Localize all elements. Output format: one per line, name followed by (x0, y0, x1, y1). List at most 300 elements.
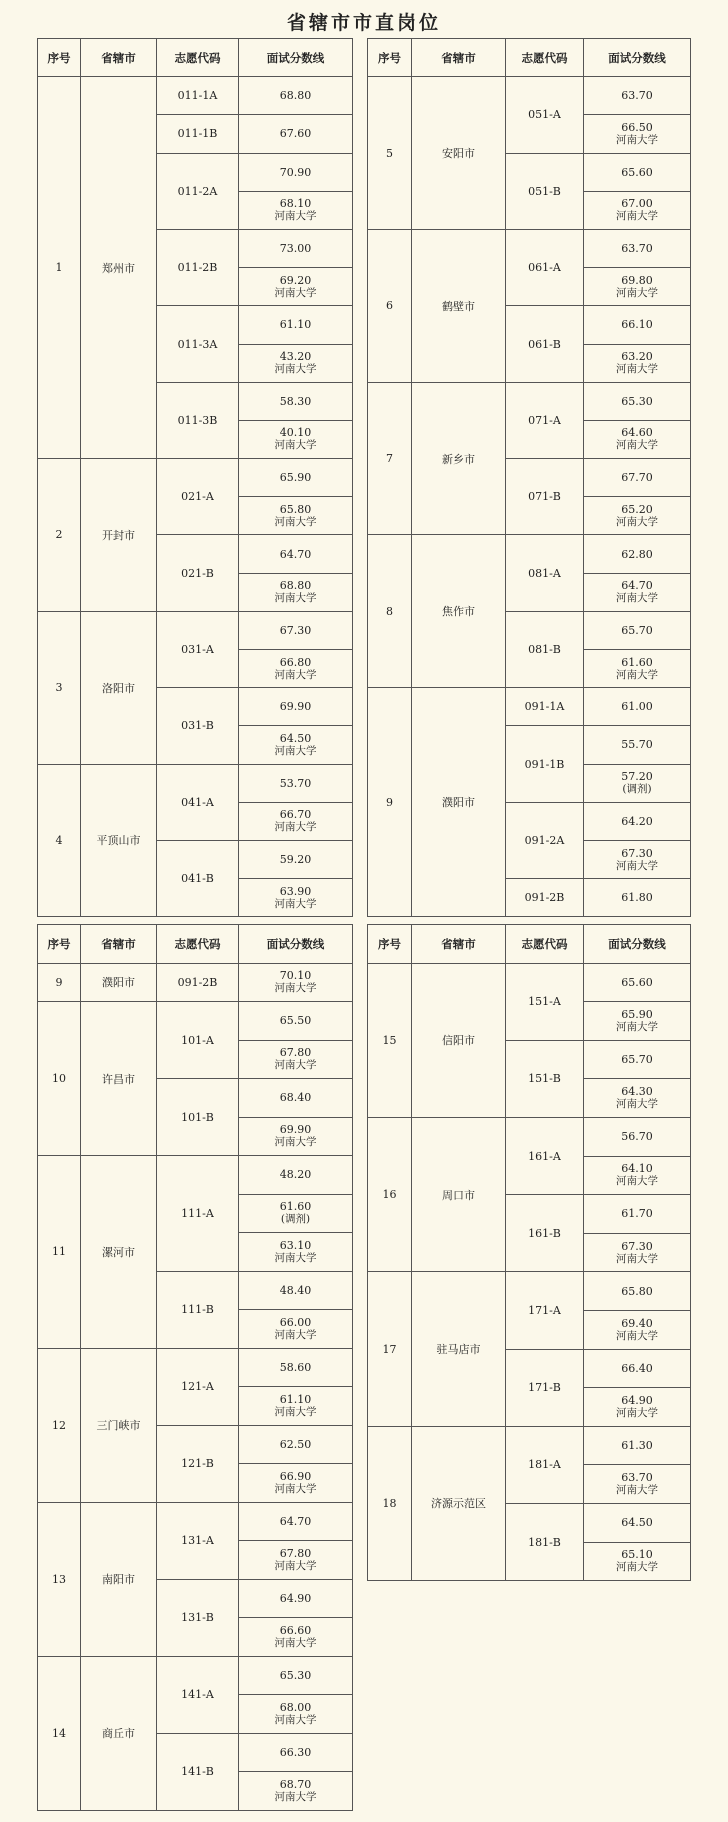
interview-score (584, 268, 691, 306)
score-value: 66.90 (279, 1469, 312, 1483)
volunteer-code: 141-B (157, 1733, 239, 1810)
city-name: 三门峡市 (81, 1348, 157, 1502)
table-row (38, 1502, 353, 1541)
interview-score (239, 1117, 353, 1156)
city-name: 焦作市 (412, 535, 506, 688)
interview-score (239, 1079, 353, 1118)
city-name: 濮阳市 (412, 688, 506, 917)
score-note: 河南大学 (274, 1790, 317, 1803)
volunteer-code: 031-A (157, 611, 239, 687)
score-value: 53.70 (279, 776, 312, 790)
score-value: 66.40 (621, 1361, 653, 1375)
row-number: 10 (38, 1002, 81, 1156)
interview-score (584, 1310, 691, 1349)
score-value: 58.30 (279, 394, 312, 408)
score-value: 66.30 (279, 1745, 312, 1759)
table-row (38, 1656, 353, 1695)
score-value: 62.50 (279, 1437, 312, 1451)
volunteer-code: 051-B (506, 153, 584, 229)
volunteer-code: 011-1B (157, 115, 239, 153)
table-row (38, 611, 353, 649)
interview-score (584, 764, 691, 802)
header-city: 省辖市 (81, 925, 157, 964)
interview-score (584, 306, 691, 344)
interview-score (239, 573, 353, 611)
score-value: 67.30 (621, 1239, 653, 1253)
volunteer-code: 171-A (506, 1272, 584, 1349)
score-value: 40.10 (279, 426, 312, 440)
interview-score (239, 1425, 353, 1464)
interview-score (584, 688, 691, 726)
interview-score (239, 650, 353, 688)
volunteer-code: 051-A (506, 77, 584, 153)
table-row (38, 1002, 353, 1041)
city-name: 驻马店市 (412, 1272, 506, 1426)
score-note: 河南大学 (274, 210, 317, 223)
score-table-4 (367, 924, 691, 1581)
score-value: 65.10 (621, 1548, 653, 1562)
score-note: 河南大学 (616, 133, 658, 146)
row-number: 17 (368, 1272, 412, 1426)
score-note: 河南大学 (274, 1636, 317, 1649)
score-value: 68.00 (279, 1700, 312, 1714)
score-value: 65.60 (621, 165, 653, 179)
score-value: 63.10 (279, 1238, 312, 1252)
interview-score (239, 535, 353, 573)
score-note: 河南大学 (616, 668, 658, 681)
score-note: 河南大学 (616, 210, 658, 223)
interview-score (584, 1272, 691, 1311)
score-value: 67.80 (279, 1046, 312, 1060)
volunteer-code: 091-1A (506, 688, 584, 726)
interview-score (239, 1695, 353, 1734)
score-value: 61.30 (621, 1439, 653, 1453)
score-value: 61.60 (279, 1200, 312, 1214)
row-number: 2 (38, 459, 81, 612)
city-name: 郑州市 (81, 77, 157, 459)
score-value: 65.70 (621, 623, 653, 637)
interview-score (239, 382, 353, 420)
score-note: 河南大学 (274, 1559, 317, 1572)
city-name: 安阳市 (412, 77, 506, 230)
score-value: 69.20 (279, 273, 312, 287)
interview-score (239, 1156, 353, 1195)
interview-score (584, 1117, 691, 1156)
row-number: 4 (38, 764, 81, 917)
interview-score (584, 573, 691, 611)
score-note: 河南大学 (274, 515, 317, 528)
score-note: 河南大学 (274, 1713, 317, 1726)
score-note: (调剂) (622, 783, 652, 796)
score-note: 河南大学 (274, 982, 317, 995)
interview-score (239, 1387, 353, 1426)
volunteer-code: 021-B (157, 535, 239, 611)
interview-score (239, 1271, 353, 1310)
score-value: 61.80 (621, 891, 653, 905)
city-name: 许昌市 (81, 1002, 157, 1156)
score-note: 河南大学 (274, 592, 317, 605)
interview-score (239, 879, 353, 917)
score-note: 河南大学 (616, 859, 658, 872)
row-number: 9 (368, 688, 412, 917)
header-code: 志愿代码 (506, 39, 584, 77)
interview-score (239, 153, 353, 191)
score-value: 65.60 (621, 975, 653, 989)
score-value: 65.80 (279, 502, 312, 516)
interview-score (584, 1040, 691, 1079)
interview-score (584, 1388, 691, 1427)
interview-score (239, 1310, 353, 1349)
volunteer-code: 071-B (506, 459, 584, 535)
volunteer-code: 151-B (506, 1040, 584, 1117)
score-note: 河南大学 (274, 1405, 317, 1418)
header-code: 志愿代码 (157, 39, 239, 77)
score-value: 48.40 (279, 1283, 312, 1297)
interview-score (584, 1156, 691, 1195)
score-value: 64.50 (279, 731, 312, 745)
interview-score (239, 306, 353, 344)
score-value: 69.80 (621, 273, 653, 287)
header-no: 序号 (38, 39, 81, 77)
score-value: 68.80 (279, 579, 312, 593)
score-value: 66.00 (279, 1315, 312, 1329)
score-table-3 (37, 924, 353, 1811)
city-name: 周口市 (412, 1117, 506, 1271)
interview-score (239, 1233, 353, 1272)
header-code: 志愿代码 (157, 925, 239, 964)
header-code: 志愿代码 (506, 925, 584, 964)
score-value: 56.70 (621, 1130, 653, 1144)
interview-score (239, 77, 353, 115)
row-number: 5 (368, 77, 412, 230)
score-value: 65.70 (621, 1053, 653, 1067)
score-value: 67.80 (279, 1546, 312, 1560)
score-note: 河南大学 (274, 1059, 317, 1072)
table-row (368, 77, 691, 115)
score-value: 68.70 (279, 1777, 312, 1791)
score-note: 河南大学 (274, 1328, 317, 1341)
interview-score (584, 650, 691, 688)
score-value: 64.70 (279, 1514, 312, 1528)
volunteer-code: 071-A (506, 382, 584, 458)
score-note: 河南大学 (616, 1561, 658, 1574)
interview-score (584, 1195, 691, 1234)
score-value: 61.60 (621, 655, 653, 669)
interview-score (239, 1579, 353, 1618)
city-name: 漯河市 (81, 1156, 157, 1349)
interview-score (239, 459, 353, 497)
score-value: 67.30 (279, 623, 312, 637)
volunteer-code: 091-2A (506, 802, 584, 878)
row-number: 16 (368, 1117, 412, 1271)
header-score: 面试分数线 (239, 925, 353, 964)
score-value: 65.50 (279, 1014, 312, 1028)
score-value: 68.40 (279, 1091, 312, 1105)
score-value: 64.70 (621, 579, 653, 593)
interview-score (584, 726, 691, 764)
score-note: 河南大学 (274, 286, 317, 299)
score-value: 62.80 (621, 547, 653, 561)
volunteer-code: 181-B (506, 1503, 584, 1580)
score-note: 河南大学 (616, 1098, 658, 1111)
volunteer-code: 011-2A (157, 153, 239, 229)
row-number: 9 (38, 963, 81, 1002)
score-value: 67.60 (279, 127, 312, 141)
score-value: 66.50 (621, 120, 653, 134)
volunteer-code: 081-B (506, 611, 584, 687)
score-value: 63.70 (621, 1471, 653, 1485)
score-value: 65.20 (621, 502, 653, 516)
score-table-2 (367, 38, 691, 917)
score-note: 河南大学 (274, 1136, 317, 1149)
volunteer-code: 131-B (157, 1579, 239, 1656)
score-value: 67.30 (621, 846, 653, 860)
score-note: 河南大学 (616, 1175, 658, 1188)
interview-score (239, 1040, 353, 1079)
city-name: 平顶山市 (81, 764, 157, 917)
volunteer-code: 161-B (506, 1195, 584, 1272)
volunteer-code: 131-A (157, 1502, 239, 1579)
table-row (38, 1348, 353, 1387)
interview-score (584, 77, 691, 115)
score-value: 57.20 (621, 770, 653, 784)
score-value: 61.10 (279, 1392, 312, 1406)
interview-score (584, 344, 691, 382)
header-city: 省辖市 (412, 39, 506, 77)
table-row (368, 688, 691, 726)
volunteer-code: 161-A (506, 1117, 584, 1194)
score-value: 61.70 (621, 1207, 653, 1221)
score-value: 65.90 (621, 1007, 653, 1021)
interview-score (584, 153, 691, 191)
city-name: 鹤壁市 (412, 229, 506, 382)
interview-score (584, 115, 691, 153)
interview-score (239, 963, 353, 1002)
interview-score (239, 1618, 353, 1657)
interview-score (239, 764, 353, 802)
interview-score (584, 879, 691, 917)
interview-score (239, 268, 353, 306)
row-number: 8 (368, 535, 412, 688)
table-row (38, 963, 353, 1002)
row-number: 6 (368, 229, 412, 382)
score-value: 66.80 (279, 655, 312, 669)
score-value: 64.30 (621, 1085, 653, 1099)
interview-score (584, 497, 691, 535)
table-row (368, 382, 691, 420)
score-note: 河南大学 (616, 1329, 658, 1342)
score-value: 64.10 (621, 1162, 653, 1176)
score-value: 65.30 (279, 1668, 312, 1682)
interview-score (584, 802, 691, 840)
header-no: 序号 (368, 925, 412, 964)
score-value: 66.10 (621, 318, 653, 332)
score-value: 65.90 (279, 471, 312, 485)
interview-score (584, 1542, 691, 1581)
row-number: 1 (38, 77, 81, 459)
volunteer-code: 091-2B (157, 963, 239, 1002)
score-note: 河南大学 (274, 897, 317, 910)
score-value: 61.10 (279, 318, 312, 332)
volunteer-code: 091-1B (506, 726, 584, 802)
interview-score (239, 191, 353, 229)
interview-score (584, 1233, 691, 1272)
volunteer-code: 011-3B (157, 382, 239, 458)
volunteer-code: 171-B (506, 1349, 584, 1426)
interview-score (584, 535, 691, 573)
score-value: 69.90 (279, 700, 312, 714)
score-note: 河南大学 (616, 592, 658, 605)
city-name: 洛阳市 (81, 611, 157, 764)
interview-score (239, 1002, 353, 1041)
table-row (38, 77, 353, 115)
interview-score (239, 1348, 353, 1387)
interview-score (239, 1772, 353, 1811)
volunteer-code: 111-B (157, 1271, 239, 1348)
interview-score (239, 344, 353, 382)
score-value: 63.20 (621, 350, 653, 364)
header-no: 序号 (38, 925, 81, 964)
table-row (38, 459, 353, 497)
score-note: 河南大学 (274, 1251, 317, 1264)
score-note: 河南大学 (616, 1406, 658, 1419)
interview-score (239, 1656, 353, 1695)
volunteer-code: 151-A (506, 963, 584, 1040)
score-note: 河南大学 (616, 363, 658, 376)
interview-score (239, 420, 353, 458)
header-score: 面试分数线 (239, 39, 353, 77)
table-row (368, 1272, 691, 1311)
interview-score (584, 1079, 691, 1118)
table-row (38, 1156, 353, 1195)
score-value: 64.90 (279, 1591, 312, 1605)
score-value: 67.00 (621, 197, 653, 211)
volunteer-code: 031-B (157, 688, 239, 764)
interview-score (584, 1426, 691, 1465)
table-row (38, 764, 353, 802)
interview-score (239, 1502, 353, 1541)
score-value: 64.60 (621, 426, 653, 440)
interview-score (584, 191, 691, 229)
interview-score (584, 382, 691, 420)
interview-score (239, 611, 353, 649)
score-note: 河南大学 (274, 668, 317, 681)
interview-score (584, 1349, 691, 1388)
table-row (368, 229, 691, 267)
score-note: 河南大学 (616, 515, 658, 528)
score-value: 65.80 (621, 1284, 653, 1298)
row-number: 13 (38, 1502, 81, 1656)
row-number: 7 (368, 382, 412, 535)
city-name: 信阳市 (412, 963, 506, 1117)
interview-score (239, 840, 353, 878)
header-city: 省辖市 (81, 39, 157, 77)
volunteer-code: 061-B (506, 306, 584, 382)
volunteer-code: 011-2B (157, 229, 239, 305)
volunteer-code: 181-A (506, 1426, 584, 1503)
volunteer-code: 081-A (506, 535, 584, 611)
score-value: 64.50 (621, 1516, 653, 1530)
row-number: 3 (38, 611, 81, 764)
city-name: 济源示范区 (412, 1426, 506, 1580)
score-value: 65.30 (621, 394, 653, 408)
score-value: 67.70 (621, 471, 653, 485)
interview-score (584, 420, 691, 458)
score-value: 66.70 (279, 808, 312, 822)
score-note: 河南大学 (616, 1020, 658, 1033)
score-value: 66.60 (279, 1623, 312, 1637)
score-value: 61.00 (621, 700, 653, 714)
volunteer-code: 141-A (157, 1656, 239, 1733)
interview-score (239, 688, 353, 726)
interview-score (584, 229, 691, 267)
score-value: 69.90 (279, 1123, 312, 1137)
score-note: 河南大学 (274, 363, 317, 376)
interview-score (239, 497, 353, 535)
interview-score (239, 229, 353, 267)
score-value: 64.90 (621, 1393, 653, 1407)
header-score: 面试分数线 (584, 39, 691, 77)
interview-score (239, 115, 353, 153)
row-number: 11 (38, 1156, 81, 1349)
score-value: 63.70 (621, 89, 653, 103)
volunteer-code: 121-A (157, 1348, 239, 1425)
city-name: 开封市 (81, 459, 157, 612)
interview-score (239, 726, 353, 764)
volunteer-code: 101-B (157, 1079, 239, 1156)
header-score: 面试分数线 (584, 925, 691, 964)
interview-score (239, 802, 353, 840)
table-row (368, 1426, 691, 1465)
score-value: 68.80 (279, 89, 312, 103)
header-no: 序号 (368, 39, 412, 77)
score-note: 河南大学 (274, 1482, 317, 1495)
volunteer-code: 061-A (506, 229, 584, 305)
volunteer-code: 111-A (157, 1156, 239, 1272)
volunteer-code: 021-A (157, 459, 239, 535)
score-note: 河南大学 (616, 439, 658, 452)
interview-score (239, 1464, 353, 1503)
interview-score (584, 1503, 691, 1542)
volunteer-code: 121-B (157, 1425, 239, 1502)
score-value: 69.40 (621, 1316, 653, 1330)
score-note: 河南大学 (616, 286, 658, 299)
score-value: 70.90 (279, 165, 312, 179)
table-row (368, 535, 691, 573)
interview-score (239, 1733, 353, 1772)
row-number: 14 (38, 1656, 81, 1810)
score-value: 63.70 (621, 242, 653, 256)
volunteer-code: 011-3A (157, 306, 239, 382)
header-city: 省辖市 (412, 925, 506, 964)
score-note: 河南大学 (274, 744, 317, 757)
score-value: 68.10 (279, 197, 312, 211)
interview-score (584, 840, 691, 878)
volunteer-code: 011-1A (157, 77, 239, 115)
city-name: 商丘市 (81, 1656, 157, 1810)
score-value: 64.20 (621, 814, 653, 828)
interview-score (584, 611, 691, 649)
city-name: 新乡市 (412, 382, 506, 535)
score-note: 河南大学 (616, 1252, 658, 1265)
table-row (368, 963, 691, 1002)
interview-score (239, 1194, 353, 1233)
score-note: 河南大学 (616, 1484, 658, 1497)
interview-score (584, 1002, 691, 1041)
volunteer-code: 041-B (157, 840, 239, 916)
score-table-1 (37, 38, 353, 917)
score-value: 63.90 (279, 884, 312, 898)
